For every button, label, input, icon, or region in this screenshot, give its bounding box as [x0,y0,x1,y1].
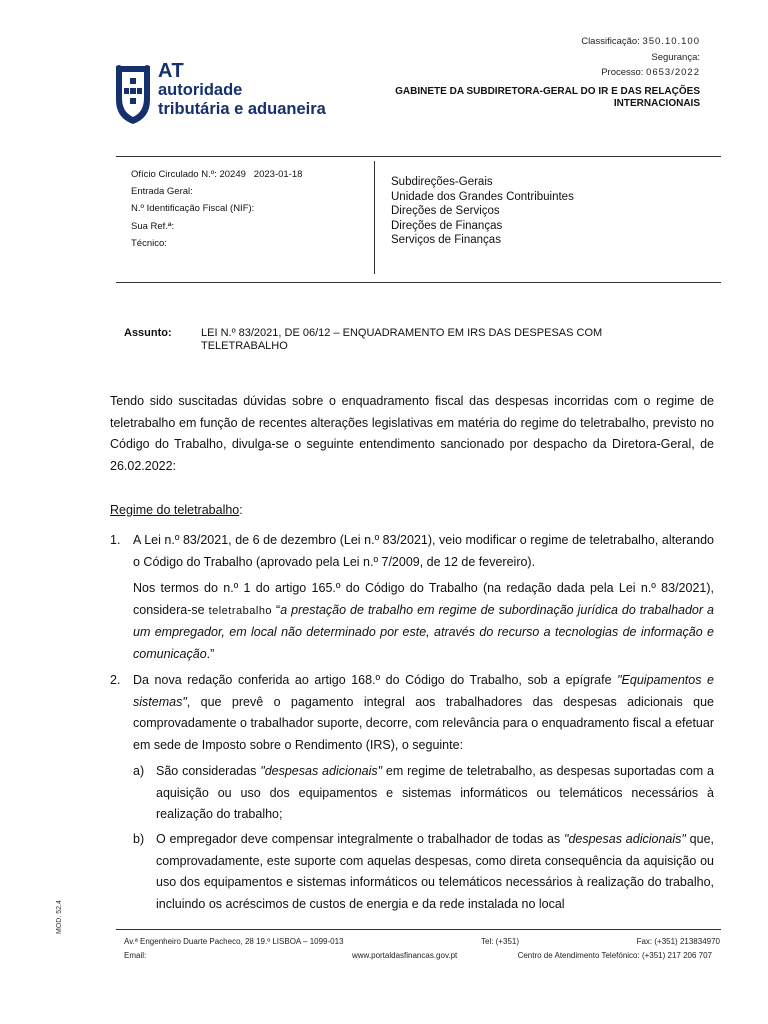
process-line [601,65,700,81]
definition-intro: Nos termos do n.º 1 do artigo 165.º do Código do Trabalho (na redação dada pela Lei n.º 83/2021), considera-se [133,581,714,617]
oficio-field: Ofício Circulado N.º: 20249 2023-01-18 [131,169,303,180]
portuguese-coat-of-arms-icon [110,60,156,126]
item-1-number: 1. [110,533,121,547]
process-label: Processo: [601,67,644,78]
footer-fax: Fax: (+351) 213834970 [636,937,720,946]
footer-rule [116,929,721,930]
reference-fields [131,166,302,252]
info-divider [374,161,375,274]
classification-line [581,34,700,50]
item-2-text [133,670,714,756]
footer-address: Av.ª Engenheiro Duarte Pacheco, 28 19.º LISBOA – 1099-013 [124,937,344,946]
footer-email: Email: [124,951,147,960]
sub-a-italic: "despesas adicionais" [260,764,383,778]
sub-a-label: a) [133,764,145,778]
item-2-number: 2. [110,673,121,687]
sub-a-text-part: em regime de teletrabalho, as despesas suportadas com a aquisição ou uso dos equipamentos e sistemas informáticos ou telemáticos necessários à realização do trabalho; [156,764,714,821]
definition-quote-open: “ [272,602,281,617]
definition-quote: a prestação de trabalho em regime de subordinação jurídica do trabalhador a um empregador, em local não determinado por este, através do recurso a tecnologias de informação e comunicação [133,602,714,661]
sub-a-text [156,761,714,826]
definition-term: teletrabalho [208,604,273,617]
process-value: 0653/2022 [646,67,700,78]
section-colon: : [239,503,243,517]
footer-call-center: Centro de Atendimento Telefónico: (+351) 217 206 707 [517,951,712,960]
item-2-text-part: Da nova redação conferida ao artigo 168.º do Código do Trabalho, sob a epígrafe [133,673,618,687]
logo-line-1: AT [158,60,185,82]
recipient: Subdireções-Gerais [391,176,493,188]
tecnico-field: Técnico: [131,237,167,249]
recipient: Serviços de Finanças [391,234,501,247]
item-1-definition [133,578,714,665]
recipients [391,175,574,248]
item-2-epigraph: "Equipamentos e sistemas" [133,673,714,709]
recipient: Direções de Finanças [391,219,503,232]
sub-b-label: b) [133,832,145,846]
model-code: MOD. 52.4 [56,900,63,934]
sub-b-italic: "despesas adicionais" [564,832,686,846]
recipient: Direções de Serviços [391,205,500,218]
security-label: Segurança: [651,52,700,63]
classification-label: Classificação: [581,36,640,47]
cabinet-title: GABINETE DA SUBDIRETORA-GERAL DO IR E DAS RELAÇÕES INTERNACIONAIS [395,86,700,109]
item-2-text-part: , que prevê o pagamento integral aos trabalhadores das despesas adicionais que comprovadamente o trabalhador suporte, decorre, com relevância para o enquadramento fiscal a efetuar em sede de Imposto sobre o Rendimento (IRS), o seguinte: [133,694,714,752]
recipient: Unidade dos Grandes Contribuintes [391,190,574,203]
footer-tel: Tel: (+351) [481,937,520,946]
logo-line-3: tributária e aduaneira [158,100,326,118]
item-1-text: A Lei n.º 83/2021, de 6 de dezembro (Lei n.º 83/2021), veio modificar o regime de teletrabalho, alterando o Código do Trabalho (aprovado pela Lei n.º 7/2009, de 12 de fevereiro). [133,533,714,569]
sub-b-text-part: que, comprovadamente, este suporte com aquelas despesas, como direta consequência da aquisição ou uso dos equipamentos e sistemas informáticos ou telemáticos necessários à realização do trabalho, incluindo os acréscimos de custos de energia e da rede instalada no local [156,832,714,911]
sub-a-text-part: São consideradas [156,764,261,778]
info-bottom-rule [116,282,721,283]
subject-label: Assunto: [124,327,172,339]
sua-ref-field: Sua Ref.ª: [131,220,175,232]
footer-website[interactable]: www.portaldasfinancas.gov.pt [352,951,458,960]
entrada-field: Entrada Geral: [131,186,193,198]
logo [158,62,326,119]
intro-paragraph: Tendo sido suscitadas dúvidas sobre o enquadramento fiscal das despesas incorridas com o regime de teletrabalho em função de recentes alterações legislativas em matéria do regime do teletrabalho, previsto no Código do Trabalho, divulga-se o seguinte entendimento sancionado por despacho da Diretora-Geral, de 26.02.2022: [110,394,714,473]
sub-b-text-part: O empregador deve compensar integralmente o trabalhador de todas as [156,832,565,846]
section-title: Regime do teletrabalho [110,503,240,517]
sub-b-text [156,829,714,915]
nif-field: N.º Identificação Fiscal (NIF): [131,203,255,215]
definition-quote-close: .” [206,646,215,661]
subject-text: LEI N.º 83/2021, DE 06/12 – ENQUADRAMENTO EM IRS DAS DESPESAS COM TELETRABALHO [201,327,603,352]
logo-line-2: autoridade [158,81,243,99]
classification-value: 350.10.100 [642,36,700,47]
info-top-rule [116,156,721,157]
security-line [651,50,700,66]
section-heading [110,500,243,522]
